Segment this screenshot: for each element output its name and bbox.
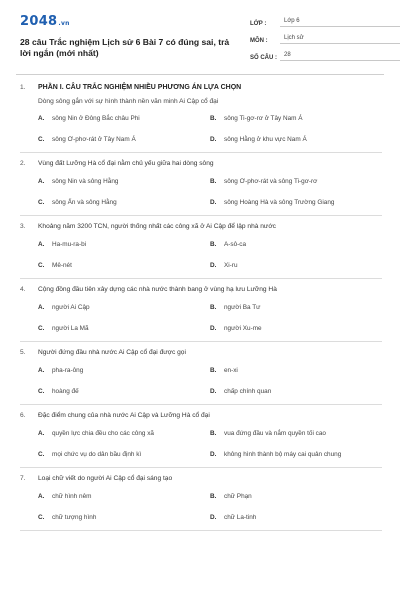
question-number: 3. [20, 223, 26, 230]
option-text: người Ba Tư [224, 304, 261, 311]
option-key: A. [38, 304, 45, 311]
answer-option[interactable] [38, 177, 210, 186]
document-meta [250, 12, 400, 63]
option-text: chữ La-tinh [224, 514, 257, 521]
answer-option[interactable] [210, 513, 382, 522]
question-text: Vùng đất Lưỡng Hà cổ đại nằm chủ yếu giữa hai dòng sông [38, 160, 214, 167]
answer-options [38, 240, 382, 270]
answer-option[interactable] [38, 513, 210, 522]
option-text: người La Mã [52, 325, 89, 332]
option-key: C. [38, 388, 45, 395]
question-item [20, 153, 382, 216]
answer-option[interactable] [210, 240, 382, 249]
option-text: Ha-mu-ra-bi [52, 241, 87, 248]
option-text: người Ai Cập [52, 304, 90, 311]
option-key: B. [210, 115, 217, 122]
option-text: pha-ra-ông [52, 367, 84, 374]
logo-suffix: .vn [58, 20, 70, 27]
answer-option[interactable] [38, 450, 210, 459]
option-key: A. [38, 178, 45, 185]
option-text: en-xi [224, 367, 238, 374]
meta-label: LỚP : [250, 21, 267, 27]
answer-option[interactable] [210, 324, 382, 333]
meta-value: 28 [280, 52, 400, 61]
answer-option[interactable] [38, 366, 210, 375]
option-key: D. [210, 388, 217, 395]
meta-row-subject [250, 29, 400, 44]
option-text: sông Ấn và sông Hằng [52, 199, 117, 206]
answer-option[interactable] [210, 303, 382, 312]
option-key: C. [38, 136, 45, 143]
answer-options [38, 366, 382, 396]
option-text: sông Ti-gơ-rơ ở Tây Nam Á [224, 115, 303, 122]
answer-option[interactable] [210, 135, 382, 144]
option-text: mọi chức vụ do dân bầu định kì [52, 451, 142, 458]
option-key: B. [210, 304, 217, 311]
question-item [20, 342, 382, 405]
document-title: 28 câu Trắc nghiệm Lịch sử 6 Bài 7 có đúng sai, trả lời ngắn (mới nhất) [20, 37, 230, 58]
option-key: A. [38, 115, 45, 122]
logo-text: 2048 [20, 14, 58, 29]
answer-option[interactable] [38, 198, 210, 207]
question-text: Cộng đồng đầu tiên xây dựng các nhà nước thành bang ở vùng hạ lưu Lưỡng Hà [38, 286, 277, 293]
option-text: chữ hình nêm [52, 493, 92, 500]
section-title: PHẦN I. CÂU TRẮC NGHIỆM NHIỀU PHƯƠNG ÁN LỰA CHỌN [38, 84, 242, 91]
answer-option[interactable] [38, 114, 210, 123]
option-text: quyền lực chia đều cho các công xã [52, 430, 154, 437]
option-key: C. [38, 262, 45, 269]
question-number: 1. [20, 84, 26, 91]
document-header [16, 8, 386, 66]
option-text: người Xu-me [224, 325, 262, 332]
meta-value: Lớp 6 [280, 18, 400, 27]
option-text: sông Hằng ở khu vực Nam Á [224, 136, 307, 143]
option-key: C. [38, 199, 45, 206]
answer-options [38, 492, 382, 522]
question-number: 4. [20, 286, 26, 293]
answer-option[interactable] [210, 429, 382, 438]
question-item [20, 279, 382, 342]
option-key: A. [38, 493, 45, 500]
answer-option[interactable] [210, 450, 382, 459]
meta-label: SỐ CÂU : [250, 55, 277, 61]
option-key: B. [210, 367, 217, 374]
option-key: B. [210, 178, 217, 185]
option-text: sông Ơ-phơ-rát ở Tây Nam Á [52, 136, 136, 143]
question-text: Người đứng đầu nhà nước Ai Cập cổ đại được gọi [38, 349, 186, 356]
question-item [20, 80, 382, 153]
answer-option[interactable] [38, 387, 210, 396]
option-key: D. [210, 451, 217, 458]
option-key: A. [38, 367, 45, 374]
answer-option[interactable] [210, 366, 382, 375]
option-key: B. [210, 493, 217, 500]
option-text: sông Nin và sông Hằng [52, 178, 119, 185]
question-list [20, 80, 382, 531]
answer-option[interactable] [38, 303, 210, 312]
answer-options [38, 177, 382, 207]
option-key: A. [38, 241, 45, 248]
answer-option[interactable] [210, 114, 382, 123]
answer-option[interactable] [210, 387, 382, 396]
question-text: Dòng sông gắn với sự hình thành nền văn minh Ai Cập cổ đại [38, 98, 219, 105]
question-number: 5. [20, 349, 26, 356]
option-text: chấp chính quan [224, 388, 272, 395]
answer-option[interactable] [210, 198, 382, 207]
answer-option[interactable] [38, 324, 210, 333]
answer-option[interactable] [38, 261, 210, 270]
site-logo[interactable] [20, 14, 70, 29]
question-item [20, 468, 382, 531]
question-number: 6. [20, 412, 26, 419]
option-text: sông Hoàng Hà và sông Trường Giang [224, 199, 335, 206]
option-text: sông Ơ-phơ-rát và sông Ti-gơ-rơ [224, 178, 318, 185]
question-item [20, 216, 382, 279]
option-text: sông Nin ở Đông Bắc châu Phi [52, 115, 140, 122]
answer-option[interactable] [210, 492, 382, 501]
question-text: Khoảng năm 3200 TCN, người thống nhất các công xã ở Ai Cập để lập nhà nước [38, 223, 276, 230]
answer-option[interactable] [210, 177, 382, 186]
option-text: chữ tượng hình [52, 514, 97, 521]
option-key: A. [38, 430, 45, 437]
answer-options [38, 114, 382, 144]
option-key: B. [210, 241, 217, 248]
question-number: 2. [20, 160, 26, 167]
question-text: Loại chữ viết do người Ai Cập cổ đại sáng tạo [38, 475, 173, 482]
option-key: D. [210, 199, 217, 206]
option-key: C. [38, 451, 45, 458]
answer-option[interactable] [38, 429, 210, 438]
option-key: B. [210, 430, 217, 437]
meta-row-class [250, 12, 400, 27]
option-key: D. [210, 325, 217, 332]
option-text: Xi-ru [224, 262, 238, 269]
answer-option[interactable] [38, 240, 210, 249]
option-key: D. [210, 262, 217, 269]
option-text: không hình thành bộ máy cai quản chung [224, 451, 342, 458]
answer-option[interactable] [210, 261, 382, 270]
question-number: 7. [20, 475, 26, 482]
meta-label: MÔN : [250, 38, 268, 44]
option-text: Mê-nét [52, 262, 72, 269]
option-text: hoàng đế [52, 388, 79, 395]
answer-option[interactable] [38, 135, 210, 144]
option-text: vua đứng đầu và nắm quyền tối cao [224, 430, 326, 437]
answer-options [38, 429, 382, 459]
option-key: D. [210, 514, 217, 521]
header-divider [16, 74, 384, 75]
question-text: Đặc điểm chung của nhà nước Ai Cập và Lưỡng Hà cổ đại [38, 412, 210, 419]
meta-row-count [250, 46, 400, 61]
option-text: A-sô-ca [224, 241, 247, 248]
answer-options [38, 303, 382, 333]
option-key: C. [38, 325, 45, 332]
option-text: chữ Phạn [224, 493, 252, 500]
option-key: D. [210, 136, 217, 143]
option-key: C. [38, 514, 45, 521]
question-item [20, 405, 382, 468]
answer-option[interactable] [38, 492, 210, 501]
meta-value: Lịch sử [280, 35, 400, 44]
